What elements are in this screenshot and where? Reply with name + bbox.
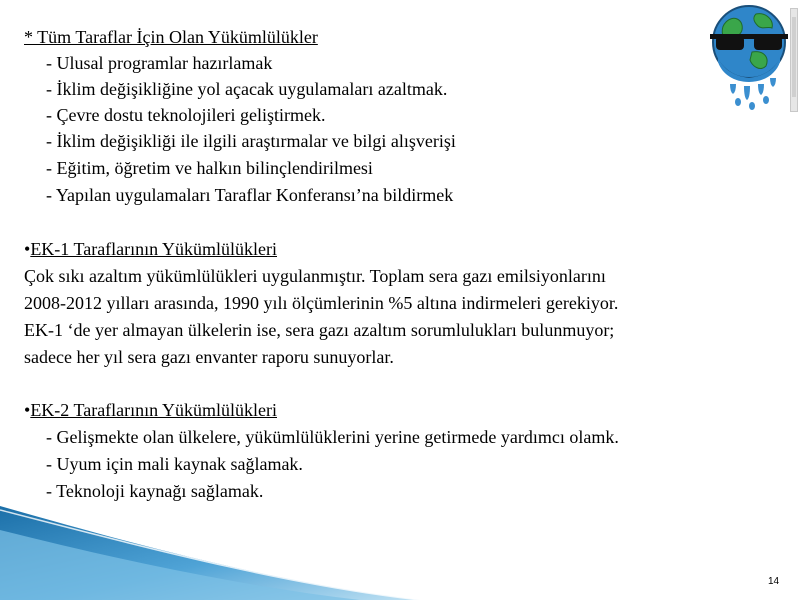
list-item: - Yapılan uygulamaları Taraflar Konferansı’na bildirmek — [46, 185, 454, 205]
list-item: - Uyum için mali kaynak sağlamak. — [46, 454, 303, 474]
bullet: • — [24, 239, 31, 259]
scrollbar-thumb[interactable] — [792, 17, 796, 97]
paragraph-line: 2008-2012 yılları arasında, 1990 yılı ölçümlerinin %5 altına indirmeleri gerekiyor. — [24, 293, 619, 313]
section-heading-annex1 — [24, 236, 277, 262]
paragraph-line: sadece her yıl sera gazı envanter raporu sunuyorlar. — [24, 347, 394, 367]
list-item: - Eğitim, öğretim ve halkın bilinçlendirilmesi — [46, 158, 373, 178]
list-item: - Çevre dostu teknolojileri geliştirmek. — [46, 105, 326, 125]
bullet: • — [24, 400, 31, 420]
paragraph-line: Çok sıkı azaltım yükümlülükleri uygulanmıştır. Toplam sera gazı emilsiyonlarını — [24, 266, 606, 286]
annex2-heading-text: EK-2 Taraflarının Yükümlülükleri — [30, 400, 277, 420]
melting-earth-icon — [704, 0, 794, 110]
page-number: 14 — [768, 576, 780, 587]
paragraph-line: EK-1 ‘de yer almayan ülkelerin ise, sera gazı azaltım sorumlulukları bulunmuyor; — [24, 320, 615, 340]
list-item: - Ulusal programlar hazırlamak — [46, 53, 273, 73]
list-item: - İklim değişikliği ile ilgili araştırmalar ve bilgi alışverişi — [46, 131, 456, 151]
section-heading-annex2 — [24, 397, 277, 423]
wave-decoration — [0, 500, 420, 600]
list-item: - İklim değişikliğine yol açacak uygulamaları azaltmak. — [46, 79, 448, 99]
annex1-heading-text: EK-1 Taraflarının Yükümlülükleri — [30, 239, 277, 259]
list-item: - Teknoloji kaynağı sağlamak. — [46, 481, 264, 501]
scrollbar[interactable] — [790, 8, 798, 112]
section-heading-all-parties: * Tüm Taraflar İçin Olan Yükümlülükler — [24, 27, 318, 47]
list-item: - Gelişmekte olan ülkelere, yükümlülüklerini yerine getirmede yardımcı olamk. — [46, 427, 619, 447]
